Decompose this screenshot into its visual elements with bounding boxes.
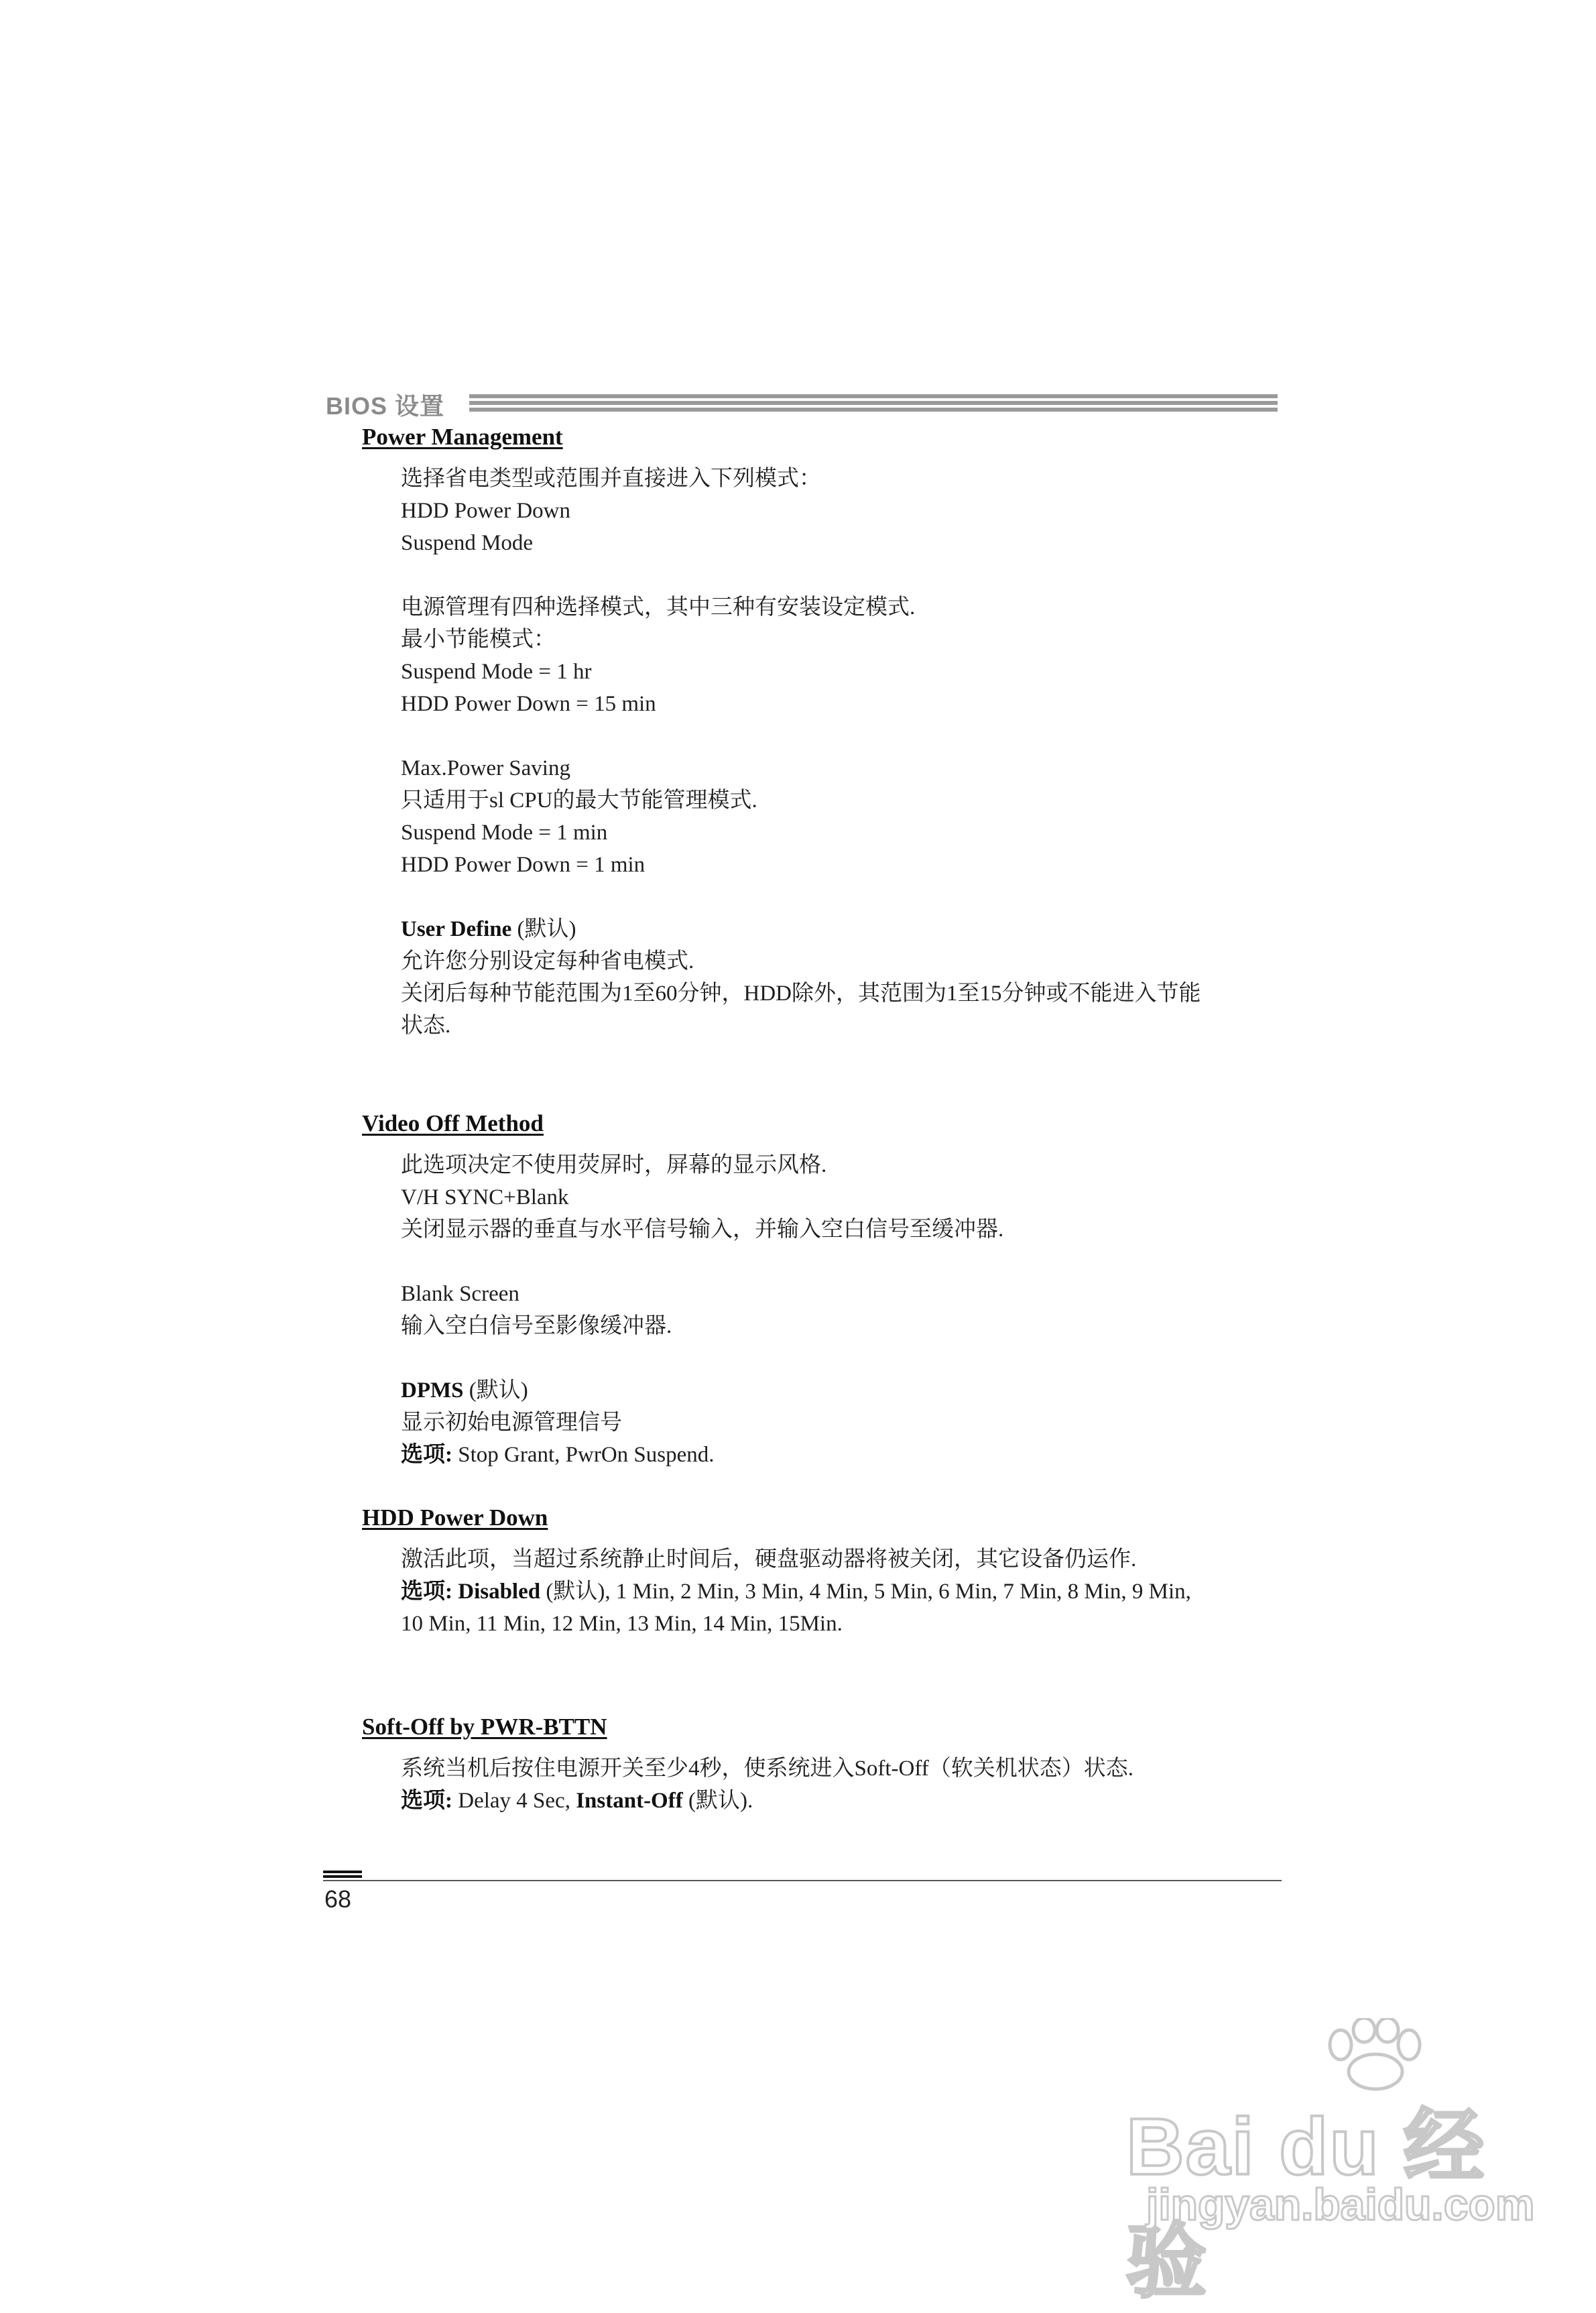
paw-icon (1321, 2018, 1428, 2092)
power-user-define (401, 913, 1287, 945)
hdd-options-continued: 10 Min, 11 Min, 12 Min, 13 Min, 14 Min, 15Min. (401, 1612, 843, 1636)
watermark (1126, 2018, 1535, 2307)
options-values: (默认), 1 Min, 2 Min, 3 Min, 4 Min, 5 Min, 6 Min, 7 Min, 8 Min, 9 Min, (540, 1580, 1191, 1604)
option-default-label: Instant-Off (576, 1789, 683, 1813)
video-options (401, 1439, 1287, 1471)
power-text: Max.Power Saving (401, 756, 570, 780)
option-default-label: DPMS (401, 1378, 464, 1403)
power-text: 最小节能模式： (401, 628, 556, 652)
footer-rule (323, 1871, 362, 1873)
power-text: Suspend Mode = 1 hr (401, 660, 592, 684)
power-text: Suspend Mode = 1 min (401, 821, 608, 845)
power-text: 允许您分别设定每种省电模式. (401, 949, 694, 973)
footer-rule (323, 1880, 1282, 1881)
video-text: 关闭显示器的垂直与水平信号输入，并输入空白信号至缓冲器. (401, 1218, 1004, 1242)
power-text: HDD Power Down (401, 499, 570, 523)
header-rule (469, 394, 1278, 398)
video-text: 输入空白信号至影像缓冲器. (401, 1314, 672, 1338)
section-title-hdd-power-down: HDD Power Down (362, 1504, 548, 1531)
video-text: 此选项决定不使用荧屏时，屏幕的显示风格. (401, 1153, 827, 1177)
header-rule (469, 408, 1278, 412)
hdd-text: 激活此项，当超过系统静止时间后，硬盘驱动器将被关闭，其它设备仍运作. (401, 1547, 1137, 1571)
options-label: 选项: (401, 1443, 452, 1467)
power-text: HDD Power Down = 15 min (401, 692, 656, 716)
options-values: Stop Grant, PwrOn Suspend. (452, 1443, 715, 1467)
default-note: (默认) (511, 917, 576, 941)
hdd-options (401, 1576, 1287, 1608)
page-number: 68 (324, 1885, 352, 1913)
section-title-power-management: Power Management (362, 424, 563, 450)
video-text: 显示初始电源管理信号 (401, 1411, 622, 1435)
watermark-brand: Bai du 经验 (1126, 2102, 1486, 2307)
option-default-label: User Define (401, 917, 512, 941)
section-title-video-off-method: Video Off Method (362, 1110, 544, 1136)
video-text: Blank Screen (401, 1282, 519, 1306)
default-note: (默认) (463, 1378, 528, 1403)
power-text: 只适用于sl CPU的最大节能管理模式. (401, 788, 757, 813)
options-label: 选项: Disabled (401, 1580, 541, 1604)
footer-rule (323, 1875, 362, 1878)
power-text: 关闭后每种节能范围为1至60分钟，HDD除外，其范围为1至15分钟或不能进入节能 (401, 982, 1201, 1006)
video-text: V/H SYNC+Blank (401, 1185, 569, 1209)
section-title-soft-off: Soft-Off by PWR-BTTN (362, 1714, 607, 1740)
power-text: HDD Power Down = 1 min (401, 853, 646, 877)
video-dpms (401, 1374, 1287, 1407)
softoff-options (401, 1785, 1287, 1817)
power-text: 状态. (401, 1014, 451, 1038)
default-note: (默认). (682, 1789, 753, 1813)
power-text: 选择省电类型或范围并直接进入下列模式： (401, 467, 821, 491)
power-text: 电源管理有四种选择模式，其中三种有安装设定模式. (401, 595, 916, 619)
header-title: BIOS 设置 (326, 392, 445, 420)
watermark-url: jingyan.baidu.com (1146, 2180, 1535, 2229)
power-text: Suspend Mode (401, 531, 534, 555)
softoff-text: 系统当机后按住电源开关至少4秒，使系统进入Soft-Off（软关机状态）状态. (401, 1757, 1133, 1781)
header-rule (469, 401, 1278, 405)
page-header (326, 388, 1278, 421)
options-values: Delay 4 Sec, (452, 1789, 576, 1813)
options-label: 选项: (401, 1789, 452, 1813)
